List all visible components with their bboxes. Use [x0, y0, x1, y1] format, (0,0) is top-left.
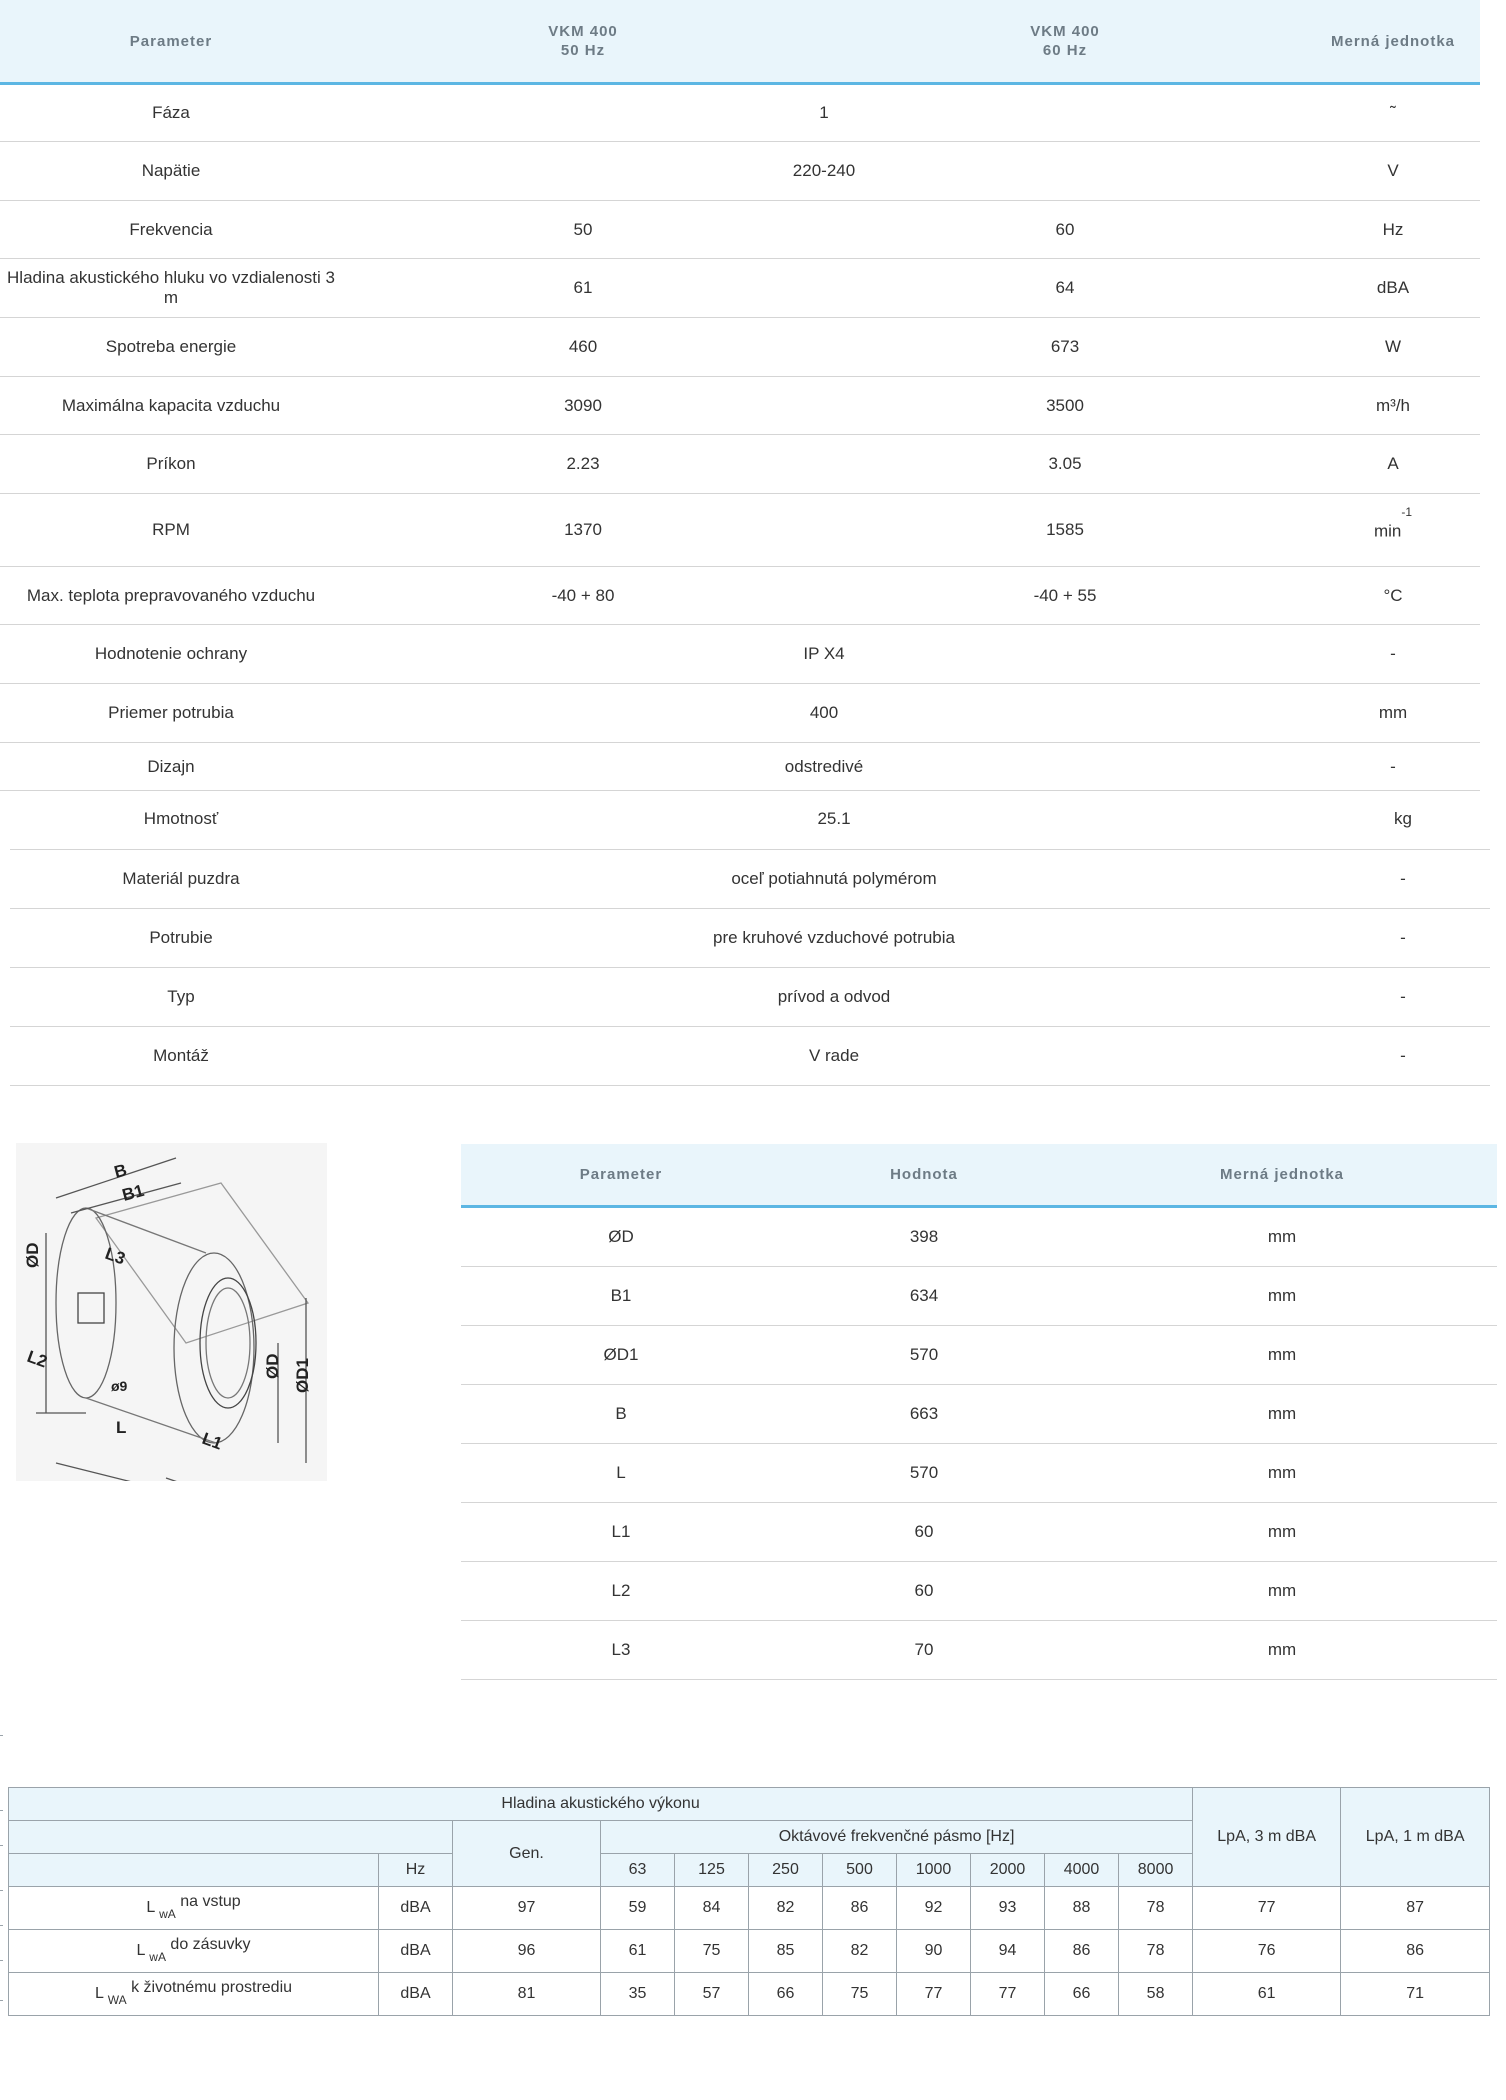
dims-row	[461, 1444, 1497, 1503]
dims-header-unit: Merná jednotka	[1067, 1144, 1497, 1207]
spec-param-name: Potrubie	[10, 908, 352, 967]
acoustic-band-value: 58	[1119, 1973, 1193, 2016]
spec-unit-text: °C	[1383, 585, 1403, 605]
acoustic-band-value: 94	[971, 1930, 1045, 1973]
spec-unit-text: ˜	[1390, 103, 1396, 122]
acoustic-band-value: 86	[823, 1887, 897, 1930]
dims-header-row	[461, 1144, 1497, 1207]
spec-unit	[1306, 494, 1480, 567]
label-L3: L3	[102, 1243, 128, 1269]
dims-row	[461, 1385, 1497, 1444]
dims-row	[461, 1621, 1497, 1680]
acoustic-l-text: na vstup	[180, 1893, 241, 1910]
edge-tick	[0, 1890, 3, 1891]
spec-value: prívod a odvod	[352, 967, 1316, 1026]
acoustic-table	[8, 1787, 1490, 2016]
spec-value: 220-240	[342, 142, 1306, 201]
spec-unit-text: m³/h	[1376, 395, 1410, 415]
spec-param-name: Fáza	[0, 84, 342, 142]
dims-param-name: ØD	[461, 1207, 781, 1267]
edge-tick	[0, 1810, 3, 1811]
acoustic-band-value: 75	[675, 1930, 749, 1973]
acoustic-band-value: 35	[601, 1973, 675, 2016]
acoustic-l-symbol: L	[94, 1985, 104, 2002]
spec-table-continued	[10, 790, 1490, 1086]
edge-tick	[0, 1925, 3, 1926]
label-B: B	[112, 1160, 129, 1182]
band-header: 4000	[1045, 1854, 1119, 1887]
acoustic-gen: 97	[453, 1887, 601, 1930]
spec-param-name: Maximálna kapacita vzduchu	[0, 377, 342, 435]
label-L: L	[116, 1418, 127, 1437]
edge-tick	[0, 2000, 3, 2001]
spec-unit: -	[1316, 908, 1490, 967]
acoustic-band-value: 78	[1119, 1887, 1193, 1930]
spec-unit	[1306, 259, 1480, 318]
spec-unit	[1306, 435, 1480, 494]
dims-param-name: B	[461, 1385, 781, 1444]
spec-unit	[1306, 625, 1480, 684]
spec-value-60hz: 3500	[824, 377, 1306, 435]
spec-unit-text: W	[1384, 337, 1402, 356]
acoustic-band-value: 75	[823, 1973, 897, 2016]
spec-value: V rade	[352, 1026, 1316, 1085]
acoustic-unit: dBA	[379, 1973, 453, 2016]
acoustic-lpa1: 87	[1341, 1887, 1490, 1930]
spec-unit-text: A	[1387, 454, 1399, 473]
acoustic-row	[9, 1930, 1490, 1973]
acoustic-band-value: 57	[675, 1973, 749, 2016]
spec-value-60hz: 60	[824, 201, 1306, 259]
acoustic-l-text: do zásuvky	[170, 1936, 251, 1953]
spec-param-name: RPM	[0, 494, 342, 567]
spec-header-unit: Merná jednotka	[1306, 0, 1480, 84]
acoustic-l-subscript: WA	[107, 1993, 127, 2007]
dims-row	[461, 1503, 1497, 1562]
spec-unit	[1306, 201, 1480, 259]
spec-value: 1	[342, 84, 1306, 142]
blank-header-cell	[9, 1854, 379, 1887]
acoustic-l-subscript: wA	[159, 1907, 176, 1921]
acoustic-unit: dBA	[379, 1930, 453, 1973]
spec-param-name: Max. teplota prepravovaného vzduchu	[0, 567, 342, 625]
acoustic-lpa1: 86	[1341, 1930, 1490, 1973]
spec-header-parameter: Parameter	[0, 0, 342, 84]
spec-value: pre kruhové vzduchové potrubia	[352, 908, 1316, 967]
dims-value: 70	[781, 1621, 1067, 1680]
lpa3-header: LpA, 3 m dBA	[1193, 1788, 1341, 1887]
spec-param-name: Hladina akustického hluku vo vzdialenosti 3 m	[0, 259, 342, 318]
lpa1-header: LpA, 1 m dBA	[1341, 1788, 1490, 1887]
acoustic-row-label	[9, 1930, 379, 1973]
acoustic-band-value: 88	[1045, 1887, 1119, 1930]
spec-param-name: Dizajn	[0, 743, 342, 791]
spec-value-50hz: 1370	[342, 494, 824, 567]
dims-unit: mm	[1067, 1503, 1497, 1562]
spec-header-row	[0, 0, 1480, 84]
spec-param-name: Príkon	[0, 435, 342, 494]
dims-unit: mm	[1067, 1621, 1497, 1680]
spec-value-60hz: 1585	[824, 494, 1306, 567]
dims-unit: mm	[1067, 1444, 1497, 1503]
spec-param-name: Materiál puzdra	[10, 849, 352, 908]
label-B1: B1	[120, 1180, 147, 1205]
label-D: ØD	[23, 1242, 42, 1268]
spec-row	[10, 908, 1490, 967]
spec-value-50hz: -40 + 80	[342, 567, 824, 625]
spec-row	[0, 435, 1480, 494]
spec-unit: kg	[1316, 790, 1490, 849]
spec-unit: -	[1316, 967, 1490, 1026]
spec-unit-sup: -1	[1401, 504, 1413, 519]
dims-row	[461, 1207, 1497, 1267]
acoustic-band-value: 82	[749, 1887, 823, 1930]
acoustic-band-value: 85	[749, 1930, 823, 1973]
spec-value-60hz: 673	[824, 318, 1306, 377]
spec-unit	[1306, 142, 1480, 201]
dimension-drawing	[16, 1143, 327, 1481]
spec-unit-text: min	[1373, 521, 1402, 541]
spec-row	[0, 684, 1480, 743]
acoustic-band-value: 92	[897, 1887, 971, 1930]
spec-param-name: Typ	[10, 967, 352, 1026]
spec-row	[0, 142, 1480, 201]
acoustic-gen: 81	[453, 1973, 601, 2016]
spec-value-60hz: 64	[824, 259, 1306, 318]
band-header: 500	[823, 1854, 897, 1887]
dims-unit: mm	[1067, 1562, 1497, 1621]
acoustic-band-value: 77	[971, 1973, 1045, 2016]
spec-value-50hz: 61	[342, 259, 824, 318]
acoustic-row	[9, 1973, 1490, 2016]
acoustic-title: Hladina akustického výkonu	[9, 1788, 1193, 1821]
spec-unit-text: -	[1390, 756, 1396, 776]
dims-row	[461, 1562, 1497, 1621]
band-header: 63	[601, 1854, 675, 1887]
spec-unit	[1306, 318, 1480, 377]
spec-row	[0, 625, 1480, 684]
spec-table	[0, 0, 1480, 791]
spec-row	[0, 377, 1480, 435]
spec-row	[0, 318, 1480, 377]
spec-header-60hz: VKM 400 60 Hz	[824, 0, 1306, 84]
dims-param-name: L3	[461, 1621, 781, 1680]
acoustic-lpa1: 71	[1341, 1973, 1490, 2016]
acoustic-band-value: 90	[897, 1930, 971, 1973]
spec-unit-text: V	[1387, 161, 1399, 180]
spec-unit-text: Hz	[1382, 219, 1404, 239]
acoustic-l-symbol: L	[136, 1942, 145, 1959]
dims-value: 570	[781, 1326, 1067, 1385]
spec-value: 25.1	[352, 790, 1316, 849]
spec-row	[10, 790, 1490, 849]
spec-value: oceľ potiahnutá polymérom	[352, 849, 1316, 908]
acoustic-band-value: 61	[601, 1930, 675, 1973]
spec-value-60hz: 3.05	[824, 435, 1306, 494]
acoustic-row-label	[9, 1973, 379, 2016]
edge-tick	[0, 1960, 3, 1961]
dims-row	[461, 1267, 1497, 1326]
acoustic-band-value: 77	[897, 1973, 971, 2016]
acoustic-band-value: 93	[971, 1887, 1045, 1930]
spec-row	[0, 567, 1480, 625]
acoustic-l-symbol: L	[146, 1899, 155, 1916]
label-L1: L1	[199, 1428, 225, 1454]
dims-header-parameter: Parameter	[461, 1144, 781, 1207]
spec-param-name: Frekvencia	[0, 201, 342, 259]
spec-row	[0, 259, 1480, 318]
spec-value-50hz: 460	[342, 318, 824, 377]
acoustic-unit: dBA	[379, 1887, 453, 1930]
fan-dimension-svg	[16, 1143, 327, 1481]
acoustic-lpa3: 76	[1193, 1930, 1341, 1973]
spec-unit	[1306, 567, 1480, 625]
acoustic-band-value: 66	[749, 1973, 823, 2016]
dims-value: 60	[781, 1562, 1067, 1621]
spec-param-name: Hmotnosť	[10, 790, 352, 849]
spec-unit-text: -	[1390, 644, 1396, 663]
edge-tick	[0, 1845, 3, 1846]
acoustic-lpa3: 61	[1193, 1973, 1341, 2016]
spec-unit	[1306, 743, 1480, 791]
gen-header: Gen.	[453, 1821, 601, 1887]
band-header: 1000	[897, 1854, 971, 1887]
acoustic-band-value: 82	[823, 1930, 897, 1973]
dims-param-name: ØD1	[461, 1326, 781, 1385]
dims-unit: mm	[1067, 1267, 1497, 1326]
dims-row	[461, 1326, 1497, 1385]
label-D-right: ØD	[263, 1353, 282, 1379]
acoustic-band-value: 86	[1045, 1930, 1119, 1973]
spec-value-50hz: 2.23	[342, 435, 824, 494]
band-header: 125	[675, 1854, 749, 1887]
spec-header-50hz: VKM 400 50 Hz	[342, 0, 824, 84]
spec-unit	[1306, 84, 1480, 142]
spec-param-name: Napätie	[0, 142, 342, 201]
spec-param-name: Hodnotenie ochrany	[0, 625, 342, 684]
spec-value: 400	[342, 684, 1306, 743]
label-L2: L2	[24, 1346, 50, 1372]
spec-param-name: Spotreba energie	[0, 318, 342, 377]
spec-row	[0, 743, 1480, 791]
acoustic-row-label	[9, 1887, 379, 1930]
acoustic-band-value: 84	[675, 1887, 749, 1930]
band-header: 2000	[971, 1854, 1045, 1887]
acoustic-l-text: k životnému prostrediu	[131, 1979, 293, 1996]
spec-value: odstredivé	[342, 743, 1306, 791]
spec-unit	[1306, 684, 1480, 743]
dimensions-table	[461, 1144, 1497, 1680]
acoustic-l-subscript: wA	[149, 1950, 166, 1964]
spec-row	[0, 201, 1480, 259]
spec-unit: -	[1316, 849, 1490, 908]
dims-unit: mm	[1067, 1326, 1497, 1385]
dims-value: 663	[781, 1385, 1067, 1444]
dims-param-name: L	[461, 1444, 781, 1503]
band-header: 8000	[1119, 1854, 1193, 1887]
octave-header: Oktávové frekvenčné pásmo [Hz]	[601, 1821, 1193, 1854]
label-hole: ø9	[111, 1378, 128, 1394]
hz-header: Hz	[379, 1854, 453, 1887]
spec-unit	[1306, 377, 1480, 435]
spec-value-60hz: -40 + 55	[824, 567, 1306, 625]
dims-param-name: L1	[461, 1503, 781, 1562]
spec-row	[0, 84, 1480, 142]
dims-value: 570	[781, 1444, 1067, 1503]
acoustic-band-value: 66	[1045, 1973, 1119, 2016]
spec-value: IP X4	[342, 625, 1306, 684]
dims-param-name: L2	[461, 1562, 781, 1621]
acoustic-gen: 96	[453, 1930, 601, 1973]
dims-param-name: B1	[461, 1267, 781, 1326]
spec-unit-text: mm	[1378, 703, 1408, 722]
spec-row	[0, 494, 1480, 567]
dims-unit: mm	[1067, 1207, 1497, 1267]
spec-row	[10, 967, 1490, 1026]
dims-value: 398	[781, 1207, 1067, 1267]
band-header: 250	[749, 1854, 823, 1887]
blank-header	[9, 1821, 453, 1854]
spec-row	[10, 1026, 1490, 1085]
spec-row	[10, 849, 1490, 908]
acoustic-band-value: 59	[601, 1887, 675, 1930]
acoustic-band-value: 78	[1119, 1930, 1193, 1973]
spec-unit: -	[1316, 1026, 1490, 1085]
spec-value-50hz: 3090	[342, 377, 824, 435]
edge-tick	[0, 1735, 3, 1736]
spec-unit-text: dBA	[1376, 278, 1410, 297]
acoustic-lpa3: 77	[1193, 1887, 1341, 1930]
label-D1: ØD1	[293, 1358, 312, 1393]
spec-value-50hz: 50	[342, 201, 824, 259]
dims-unit: mm	[1067, 1385, 1497, 1444]
dims-header-value: Hodnota	[781, 1144, 1067, 1207]
dims-value: 634	[781, 1267, 1067, 1326]
dims-value: 60	[781, 1503, 1067, 1562]
acoustic-row	[9, 1887, 1490, 1930]
spec-param-name: Montáž	[10, 1026, 352, 1085]
spec-param-name: Priemer potrubia	[0, 684, 342, 743]
